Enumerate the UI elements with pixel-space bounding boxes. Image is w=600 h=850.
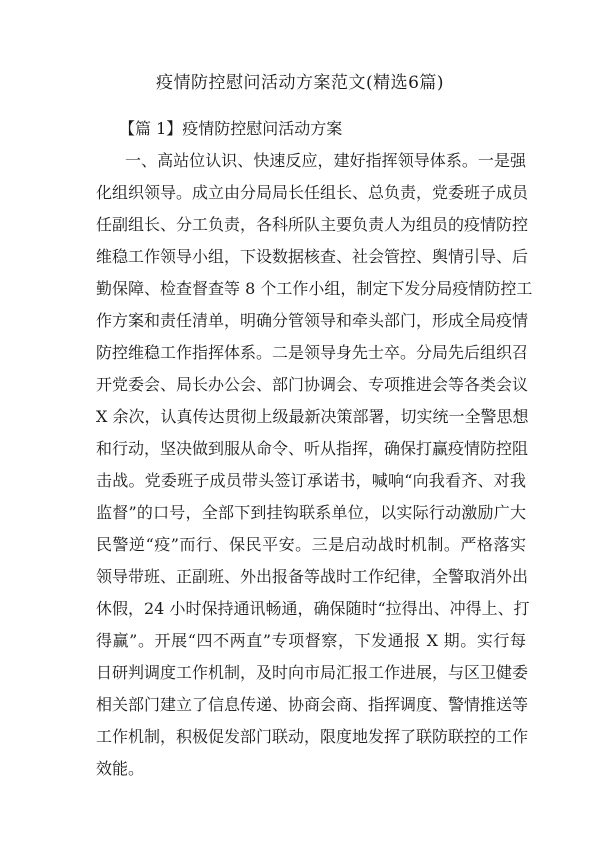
paragraph-line: 民警逆“疫”而行、保民平安。三是启动战时机制。严格落实 bbox=[96, 535, 526, 554]
paragraph-line: 得赢”。开展“四不两直”专项督察，下发通报 X 期。实行每 bbox=[96, 631, 526, 650]
paragraph-line: 击战。党委班子成员带头签订承诺书，喊响“向我看齐、对我 bbox=[96, 471, 526, 490]
paragraph-line: 防控维稳工作指挥体系。二是领导身先士卒。分局先后组织召 bbox=[96, 343, 529, 362]
document-title: 疫情防控慰问活动方案范文(精选6篇) bbox=[155, 73, 445, 93]
paragraph-line: 效能。 bbox=[96, 759, 145, 778]
paragraph-line: 领导带班、正副班、外出报备等战时工作纪律，全警取消外出 bbox=[96, 567, 529, 586]
paragraph-line: 维稳工作领导小组，下设数据核查、社会管控、舆情引导、后 bbox=[96, 247, 529, 266]
paragraph-line: 日研判调度工作机制，及时向市局汇报工作进展，与区卫健委 bbox=[96, 663, 529, 682]
paragraph-line: X 余次，认真传达贯彻上级最新决策部署，切实统一全警思想 bbox=[96, 407, 529, 426]
paragraph-line: 和行动，坚决做到服从命令、听从指挥，确保打赢疫情防控阻 bbox=[96, 439, 529, 458]
paragraph-line: 开党委会、局长办公会、部门协调会、专项推进会等各类会议 bbox=[96, 375, 529, 394]
paragraph-line: 任副组长、分工负责，各科所队主要负责人为组员的疫情防控 bbox=[96, 215, 529, 234]
paragraph-line: 化组织领导。成立由分局局长任组长、总负责，党委班子成员 bbox=[96, 183, 529, 202]
paragraph-line: 勤保障、检查督查等 8 个工作小组，制定下发分局疫情防控工 bbox=[96, 279, 533, 298]
paragraph-line: 作方案和责任清单，明确分管领导和牵头部门，形成全局疫情 bbox=[96, 311, 529, 330]
body-paragraph bbox=[96, 145, 533, 785]
paragraph-line: 工作机制，积极促发部门联动，限度地发挥了联防联控的工作 bbox=[96, 727, 529, 746]
paragraph-line: 监督”的口号，全部下到挂钩联系单位，以实际行动激励广大 bbox=[96, 503, 526, 522]
paragraph-line: 相关部门建立了信息传递、协商会商、指挥调度、警情推送等 bbox=[96, 695, 529, 714]
section-heading: 【篇 1】疫情防控慰问活动方案 bbox=[119, 119, 343, 138]
paragraph-line: 一、高站位认识、快速反应，建好指挥领导体系。一是强 bbox=[125, 151, 526, 170]
paragraph-line: 休假，24 小时保持通讯畅通，确保随时“拉得出、冲得上、打 bbox=[96, 599, 530, 618]
